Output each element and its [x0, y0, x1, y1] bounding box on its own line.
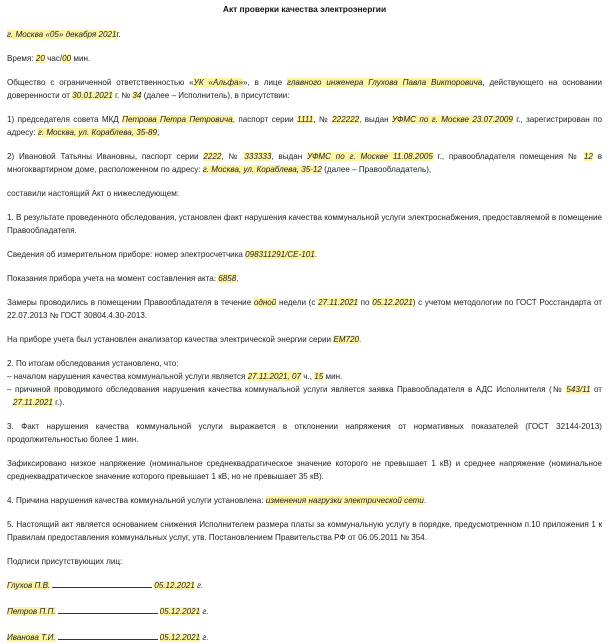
- signature-row-petrov: Петров П.П. 05.12.2021 г.: [7, 607, 209, 616]
- meter-info-line: Сведения об измерительном приборе: номер электросчетчика 098311291/CE-101.: [7, 250, 318, 259]
- readings-line: Показания прибора учета на момент составления акта: 6858.: [7, 274, 239, 283]
- item-2-heading: 2. По итогам обследования установлено, что:: [7, 359, 179, 368]
- signatures-header: Подписи присутствующих лиц:: [7, 557, 123, 566]
- intro-paragraph: Общество с ограниченной ответственностью «УК «Альфа»», в лице главного инженера Глухова Павла Викторовича, действующего на основании доверенности от 30.01.2021 г. № 34 (далее – Исполнитель), в присутствии:: [7, 78, 602, 100]
- item-4-line: 4. Причина нарушения качества коммунальной услуги установлена: изменения нагрузки электрической сети.: [7, 496, 427, 505]
- item-3-paragraph: 3. Факт нарушения качества коммунальной услуги выражается в отклонении напряжения от нормативных показателей (ГОСТ 32144-2013) продолжительностью более 1 мин.: [7, 422, 602, 444]
- signature-line: [58, 631, 158, 640]
- signature-row-gluhov: Глухов П.В. 05.12.2021 г.: [7, 581, 204, 590]
- document-title: Акт проверки качества электроэнергии: [222, 4, 387, 14]
- composed-line: составили настоящий Акт о нижеследующем:: [7, 189, 180, 198]
- voltage-paragraph: Зафиксировано низкое напряжение (номинальное среднеквадратическое значение которого не превышает 1 кВ) и среднее напряжение (номинальное среднеквадратическое значение которого превышает 1 кВ, но не превышает 35 кВ).: [7, 459, 602, 481]
- signature-line: [52, 579, 152, 588]
- item-2-bullet-start: – началом нарушения качества коммунальной услуги является 27.11.2021, 07 ч., 15 мин.: [7, 372, 343, 381]
- attendee-2-paragraph: 2) Ивановой Татьяны Ивановны, паспорт серии 2222, № 333333, выдан УФМС по г. Москве 11.08.2005 г., правообладателя помещения № 12 в многоквартирном доме, расположенном по адресу: г. Москва, ул. Кораблева, 35-12 (далее – Правообладатель),: [7, 152, 602, 174]
- attendee-1-paragraph: 1) председателя совета МКД Петрова Петра Петровича, паспорт серии 1111, № 222222, выдан УФМС по г. Москве 23.07.2009 г., зарегистрирован по адресу: г. Москва, ул. Кораблева, 35-89;: [7, 115, 603, 137]
- item-5-paragraph: 5. Настоящий акт является основанием снижения Исполнителем размера платы за коммунальную услугу в порядке, предусмотренном п.10 приложения 1 к Правилам предоставления коммунальных услуг, утв. Постановлением Правительства РФ от 06.05.2011 № 354.: [7, 520, 602, 542]
- signature-line: [58, 605, 158, 614]
- signature-row-ivanova: Иванова Т.И. 05.12.2021 г.: [7, 633, 209, 642]
- measurements-paragraph: Замеры проводились в помещении Правообладателя в течение одной недели (с 27.11.2021 по 05.12.2021) с учетом методологии по ГОСТ Росстандарта от 22.07.2013 № ГОСТ 30804.4.30-2013.: [7, 298, 602, 320]
- item-1-paragraph: 1. В результате проведенного обследования, установлен факт нарушения качества коммунальной услуги электроснабжения, предоставляемой в помещение Правообладателя.: [7, 213, 602, 235]
- item-2-bullet-reason: – причиной проводимого обследования нарушения качества коммунальной услуги является заявка Правообладателя в АДС Исполнителя (№ 543/11 от 27.11.2021 г.).: [7, 385, 602, 407]
- place-date-line: г. Москва «05» декабря 2021г.: [7, 30, 121, 39]
- time-line: Время: 20 час/00 мин.: [7, 54, 91, 63]
- analyzer-line: На приборе учета был установлен анализатор качества электрической энергии серии ЕМ720.: [7, 335, 362, 344]
